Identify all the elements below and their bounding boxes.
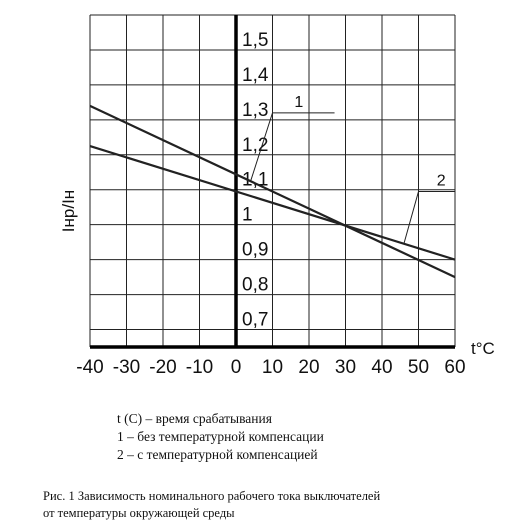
- caption-line: Рис. 1 Зависимость номинального рабочего тока выключателей: [43, 489, 381, 503]
- series-label-1: 1: [294, 93, 304, 111]
- x-axis: [76, 347, 465, 378]
- legend-line: t (C) – время срабатывания: [117, 411, 272, 426]
- y-tick-label: 1,3: [242, 99, 269, 121]
- y-tick-label: 1,2: [242, 134, 269, 156]
- legend: [117, 410, 324, 464]
- x-tick-label: -10: [185, 357, 214, 378]
- x-tick-label: 30: [334, 357, 357, 378]
- legend-line: 2 – с температурной компенсацией: [117, 447, 318, 462]
- figure-caption: [43, 488, 380, 522]
- x-axis-title: t°C: [471, 339, 495, 358]
- x-tick-label: 60: [444, 357, 466, 378]
- grid: [90, 15, 455, 347]
- y-axis-title: Iнр/Iн: [59, 189, 78, 233]
- series-labels: [251, 94, 455, 244]
- y-tick-label: 0,9: [242, 239, 269, 261]
- caption-line: от температуры окружающей среды: [43, 506, 235, 520]
- x-tick-label: -20: [149, 357, 177, 378]
- y-tick-label: 0,7: [242, 309, 269, 331]
- x-tick-label: 20: [298, 357, 320, 378]
- legend-line: 1 – без температурной компенсации: [117, 429, 324, 444]
- y-tick-label: 1,1: [242, 169, 269, 191]
- y-tick-label: 1,4: [242, 64, 269, 86]
- series-label-2: 2: [436, 172, 446, 190]
- x-tick-label: 40: [371, 357, 393, 378]
- y-tick-label: 1,5: [242, 29, 269, 51]
- y-tick-label: 0,8: [242, 274, 269, 296]
- y-tick-label: 1: [242, 204, 253, 226]
- x-tick-label: 10: [261, 357, 284, 378]
- x-tick-label: -40: [76, 357, 104, 378]
- x-tick-label: 50: [407, 357, 430, 378]
- series-leader-2: [404, 191, 455, 243]
- x-tick-label: -30: [112, 357, 141, 378]
- x-tick-label: 0: [230, 357, 242, 378]
